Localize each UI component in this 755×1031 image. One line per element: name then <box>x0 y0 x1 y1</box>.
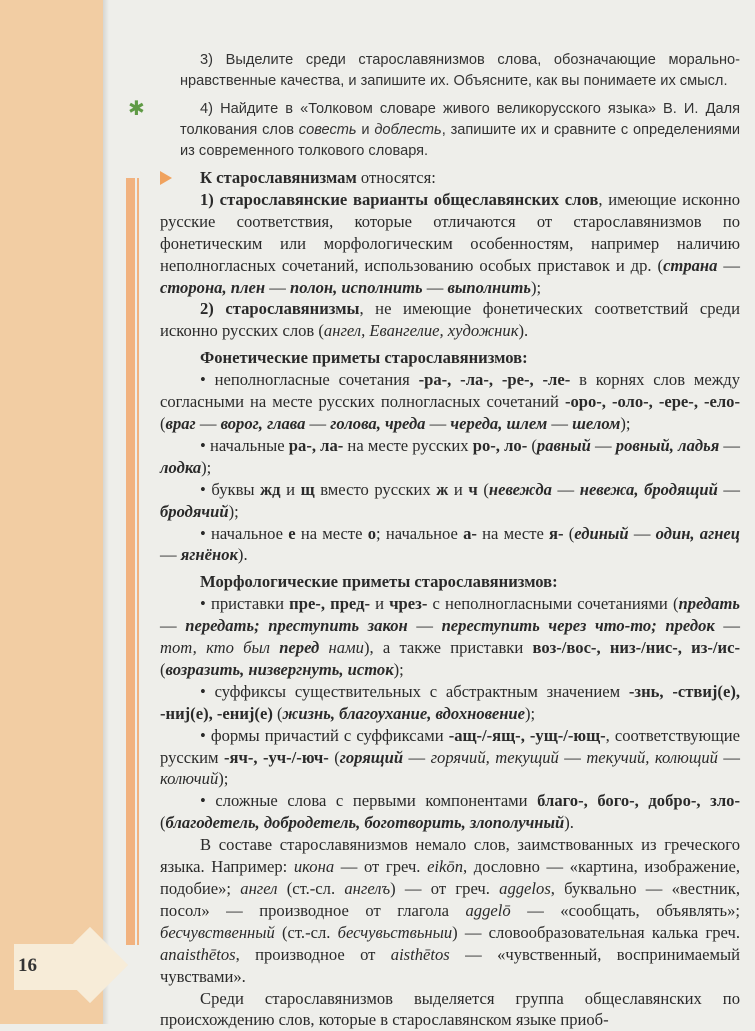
morphological-item-2: • суффиксы существительных с абстрактным значением -знь, -ствиј(е), -ниј(е), -ениј(е) (жизнь, благоухание, вдохновение); <box>160 681 740 723</box>
theory-item-1: 1) старославянские варианты общеславянских слов, имеющие исконно русские соответствия, которые отличаются от старославянизмов по фонетическим или морфологическим особенностям, например наличию неполногласных сочетаний, использованию особых приставок и др. (страна — сторона, плен — полон, исполнить — выполнить); <box>160 189 741 297</box>
task-4: 4) Найдите в «Толковом словаре живого великорусского языка» В. И. Даля толкования слов совесть и доблесть, запишите их и сравните с определениями из современного толкового словаря. <box>180 101 741 159</box>
morphological-item-4: • сложные слова с первыми компонентами благо-, бого-, добро-, зло- (благодетель, добродетель, боготворить, злополучный). <box>160 791 740 833</box>
phonetic-item-3: • буквы жд и щ вместо русских ж и ч (невежда — невежа, бродящий — бродячий); <box>160 479 740 521</box>
theory-block <box>160 167 740 1031</box>
morphological-item-1: • приставки пре-, пред- и чрез- с неполногласными сочетаниями (предать — передать; преступить закон — переступить через что-то; предок — тот, кто был перед нами), а также приставки воз-/вос-, низ-/нис-, из-/ис- (возразить, низвергнуть, исток); <box>160 594 740 679</box>
phonetic-item-2: • начальные ра-, ла- на месте русских ро-, ло- (равный — ровный, ладья — лодка); <box>160 435 740 477</box>
greek-borrowings-paragraph: В составе старославянизмов немало слов, заимствованных из греческого языка. Например: икона — от греч. eikōn, дословно — «картина, изображение, подобие»; ангел (ст.-сл. ангелъ) — от греч. aggelos, буквально — «вестник, посол» — производное от глагола aggelō — «сообщать, объявлять»; бесчувственный (ст.-сл. бесчувьствьныи) — словообразовательная калька греч. anaisthētos, производное от aisthētos — «чувственный, воспринимаемый чувствами». <box>160 835 741 986</box>
phonetic-heading: Фонетические приметы старославянизмов: <box>200 348 528 368</box>
green-asterisk-icon: ✱ <box>128 96 145 120</box>
phonetic-item-1: • неполногласные сочетания -ра-, -ла-, -ре-, -ле- в корнях слов между согласными на месте русских полногласных сочетаний -оро-, -оло-, -ере-, -ело- (враг — ворог, глава — голова, чреда — череда, шлем — шелом); <box>160 370 740 433</box>
morphological-item-3: • формы причастий с суффиксами -ащ-/-ящ-, -ущ-/-ющ-, соответствующие русским -яч-, -уч-/-юч- (горящий — горячий, текущий — текучий, колющий — колючий); <box>160 725 741 789</box>
theory-accent-line <box>137 178 139 945</box>
task-3: 3) Выделите среди старославянизмов слова, обозначающие морально-нравственные качества, и запишите их. Объясните, как вы понимаете их смысл. <box>180 52 740 89</box>
last-paragraph: Среди старославянизмов выделяется группа общеславянских по происхождению слов, которые в старославянском языке приоб- <box>160 988 740 1030</box>
left-margin-band <box>0 0 103 1024</box>
theory-accent-bar <box>126 178 135 945</box>
theory-item-2: 2) старославянизмы, не имеющие фонетических соответствий среди исконно русских слов (ангел, Евангелие, художник). <box>160 299 740 341</box>
page-gutter-shadow <box>103 0 109 1024</box>
theory-intro: К старославянизмам относятся: <box>200 168 436 187</box>
phonetic-item-4: • начальное е на месте о; начальное а- на месте я- (единый — один, агнец — ягнёнок). <box>160 523 741 565</box>
page-number: 16 <box>18 955 37 976</box>
morphological-heading: Морфологические приметы старославянизмов: <box>200 572 558 592</box>
